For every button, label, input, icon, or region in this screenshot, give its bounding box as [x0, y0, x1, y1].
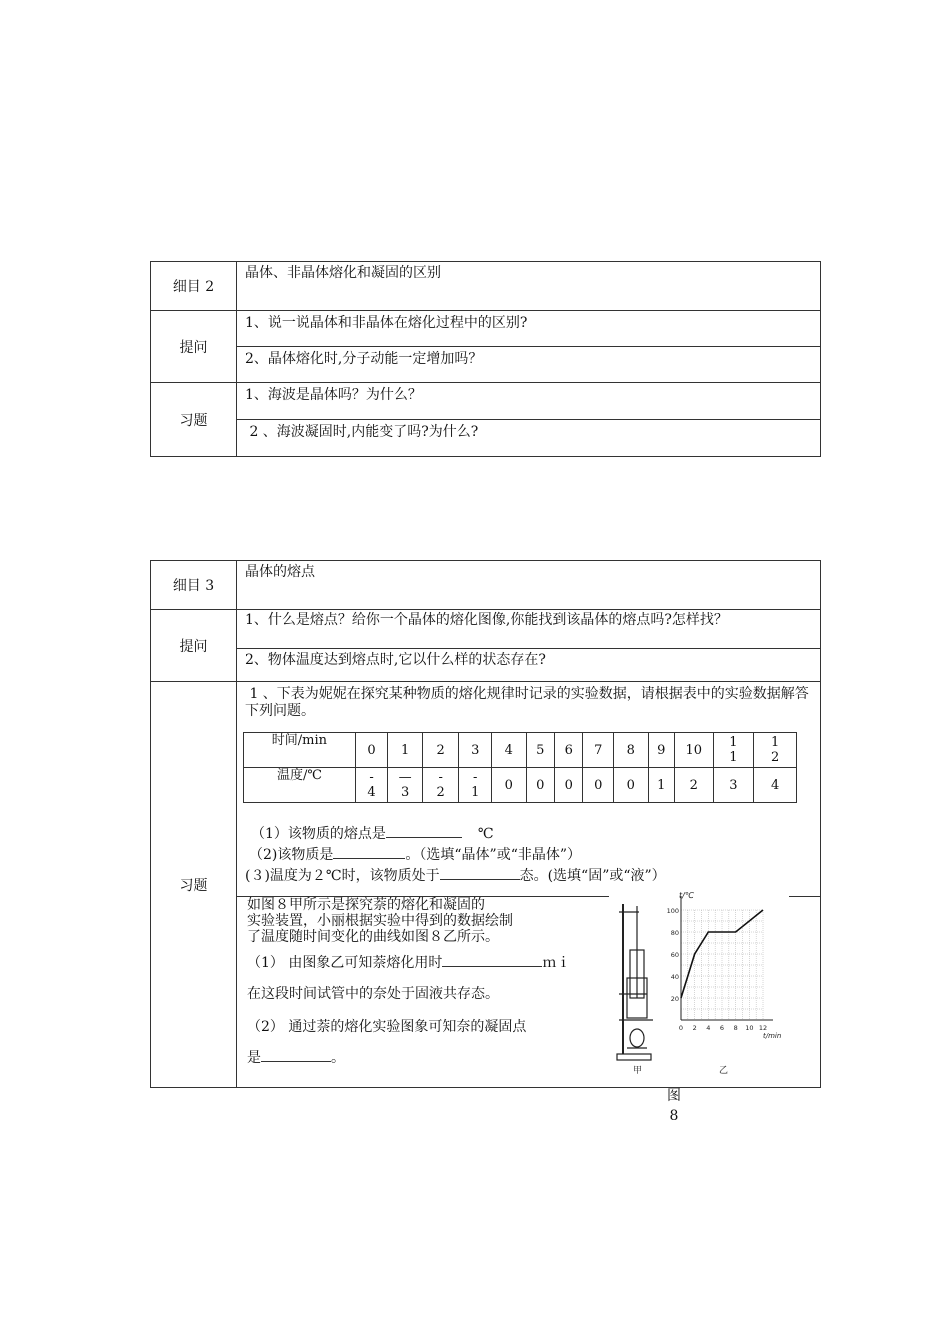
- q1-b-blank[interactable]: [333, 844, 405, 859]
- ex2-block: [247, 898, 627, 1068]
- temp-cell: - 4: [355, 768, 388, 803]
- temp-cell: - 2: [422, 768, 459, 803]
- section3-ask-2: 2、物体温度达到熔点时,它以什么样的状态存在?: [245, 651, 546, 668]
- x-tick-label: 0: [678, 1024, 684, 1032]
- section3-ask-1: 1、什么是熔点？给你一个晶体的熔化图像,你能找到该晶体的熔点吗?怎样找？: [245, 612, 728, 628]
- section3-title: 晶体的熔点: [245, 564, 315, 580]
- x-tick-label: 4: [706, 1024, 711, 1032]
- temp-cell: 0: [526, 768, 554, 803]
- graph-label: 乙: [719, 1066, 729, 1076]
- q1-b-text: （2)该物质是: [249, 847, 334, 863]
- ex1-intro: 1 、下表为妮妮在探究某种物质的熔化规律时记录的实验数据，请根据表中的实验数据解答下列问题。: [245, 686, 809, 719]
- section2-ex-1: 1、海波是晶体吗？为什么？: [245, 387, 422, 403]
- ex2-intro-1: 如图８甲所示是探究萘的熔化和凝固的: [247, 897, 485, 913]
- section2-ask-label: 提问: [151, 311, 237, 383]
- section3-table: [150, 560, 821, 1088]
- q2-a-blank[interactable]: [442, 952, 542, 967]
- y-tick-label: 20: [670, 995, 679, 1003]
- q1-a-text: （1）该物质的熔点是: [251, 826, 386, 842]
- time-cell: 1 1: [713, 733, 754, 768]
- section3-ask-label: 提问: [151, 610, 237, 682]
- q2-b-end: 。: [331, 1050, 345, 1066]
- time-cell: 5: [526, 733, 554, 768]
- q1-a-blank[interactable]: [386, 823, 462, 838]
- section2-ex-2: 2 、海波凝固时,内能变了吗?为什么?: [245, 423, 479, 440]
- apparatus-base: [617, 1054, 651, 1060]
- q2-b-2: [247, 1047, 627, 1068]
- q1-c-text: (３)温度为２℃时，该物质处于: [245, 868, 440, 884]
- time-cell: 6: [555, 733, 583, 768]
- q1-c-blank[interactable]: [440, 865, 520, 880]
- q2-a: [247, 952, 627, 973]
- time-cell: 10: [674, 733, 713, 768]
- temp-cell: 4: [754, 768, 797, 803]
- x-tick-label: 12: [758, 1024, 768, 1032]
- temp-cell: - 1: [459, 768, 492, 803]
- figure-8: [613, 890, 803, 1080]
- x-tick-label: 6: [719, 1024, 725, 1032]
- graph-y-axis-label: t/℃: [679, 891, 694, 900]
- data-header-temp: 温度/℃: [244, 768, 356, 803]
- time-cell: 8: [613, 733, 648, 768]
- q2-b-2-text: 是: [247, 1050, 261, 1066]
- section2-ex-list: [237, 383, 820, 456]
- graph: [667, 896, 773, 1032]
- q1-c: [237, 865, 820, 886]
- apparatus-burner: [630, 1029, 644, 1047]
- time-cell: 1 2: [754, 733, 797, 768]
- q2-b: （2） 通过萘的熔化实验图象可知奈的凝固点: [247, 1019, 527, 1035]
- section3-ask-list: [237, 610, 820, 681]
- q1-b-end: 。（选填“晶体”或“非晶体”）: [405, 847, 582, 863]
- time-cell: 4: [492, 733, 527, 768]
- q1-a: [237, 823, 820, 844]
- x-tick-label: 8: [733, 1024, 738, 1032]
- x-tick-label: 2: [692, 1024, 697, 1032]
- time-cell: 7: [583, 733, 613, 768]
- y-tick-label: 100: [666, 907, 679, 915]
- temp-cell: 0: [613, 768, 648, 803]
- time-cell: 1: [388, 733, 423, 768]
- data-header-time: 时间/min: [244, 733, 356, 768]
- section2-ask-2: 2、晶体熔化时,分子动能一定增加吗？: [245, 350, 483, 367]
- ex2-intro-3: 了温度随时间变化的曲线如图８乙所示。: [247, 929, 499, 945]
- temp-cell: 3: [713, 768, 754, 803]
- time-cell: 0: [355, 733, 388, 768]
- temp-cell: — 3: [388, 768, 423, 803]
- section3-ex-label: 习题: [151, 682, 237, 1088]
- section2-ex-label: 习题: [151, 383, 237, 457]
- time-cell: 2: [422, 733, 459, 768]
- y-tick-label: 80: [670, 929, 679, 937]
- temp-cell: 2: [674, 768, 713, 803]
- section3-label: 细目 3: [151, 561, 237, 610]
- data-table: [243, 732, 797, 803]
- apparatus-label: 甲: [633, 1066, 643, 1076]
- temp-cell: 0: [583, 768, 613, 803]
- apparatus-drawing: [617, 904, 653, 1060]
- y-tick-label: 40: [670, 973, 679, 981]
- q2-b-blank[interactable]: [261, 1047, 331, 1062]
- temp-cell: 0: [555, 768, 583, 803]
- data-row-temp: [244, 768, 797, 803]
- q2-a-text: （1） 由图象乙可知萘熔化用时: [247, 955, 443, 971]
- time-cell: 3: [459, 733, 492, 768]
- q1-c-end: 态。(选填“固”或“液”）: [519, 868, 666, 884]
- time-cell: 9: [648, 733, 674, 768]
- q1-a-unit: ℃: [477, 826, 494, 842]
- section2-ask-1: 1、说一说晶体和非晶体在熔化过程中的区别?: [245, 315, 528, 331]
- temp-cell: 0: [492, 768, 527, 803]
- q2-a-unit: ｍｉ: [542, 955, 571, 971]
- data-row-time: [244, 733, 797, 768]
- x-tick-label: 10: [745, 1024, 754, 1032]
- q1-b: [237, 844, 820, 865]
- section2-label: 细目 2: [151, 262, 237, 311]
- temp-cell: 1: [648, 768, 674, 803]
- q2-a-2: 在这段时间试管中的奈处于固液共存态。: [247, 986, 499, 1002]
- figure-caption: 图 8: [667, 1088, 681, 1124]
- ex2-intro-2: 实验装置，小丽根据实验中得到的数据绘制: [247, 913, 513, 929]
- section2-table: [150, 261, 821, 457]
- section2-title: 晶体、非晶体熔化和凝固的区别: [245, 265, 441, 281]
- section2-ask-list: [237, 311, 820, 382]
- graph-x-axis-label: t/min: [763, 1032, 782, 1040]
- y-tick-label: 60: [670, 951, 679, 959]
